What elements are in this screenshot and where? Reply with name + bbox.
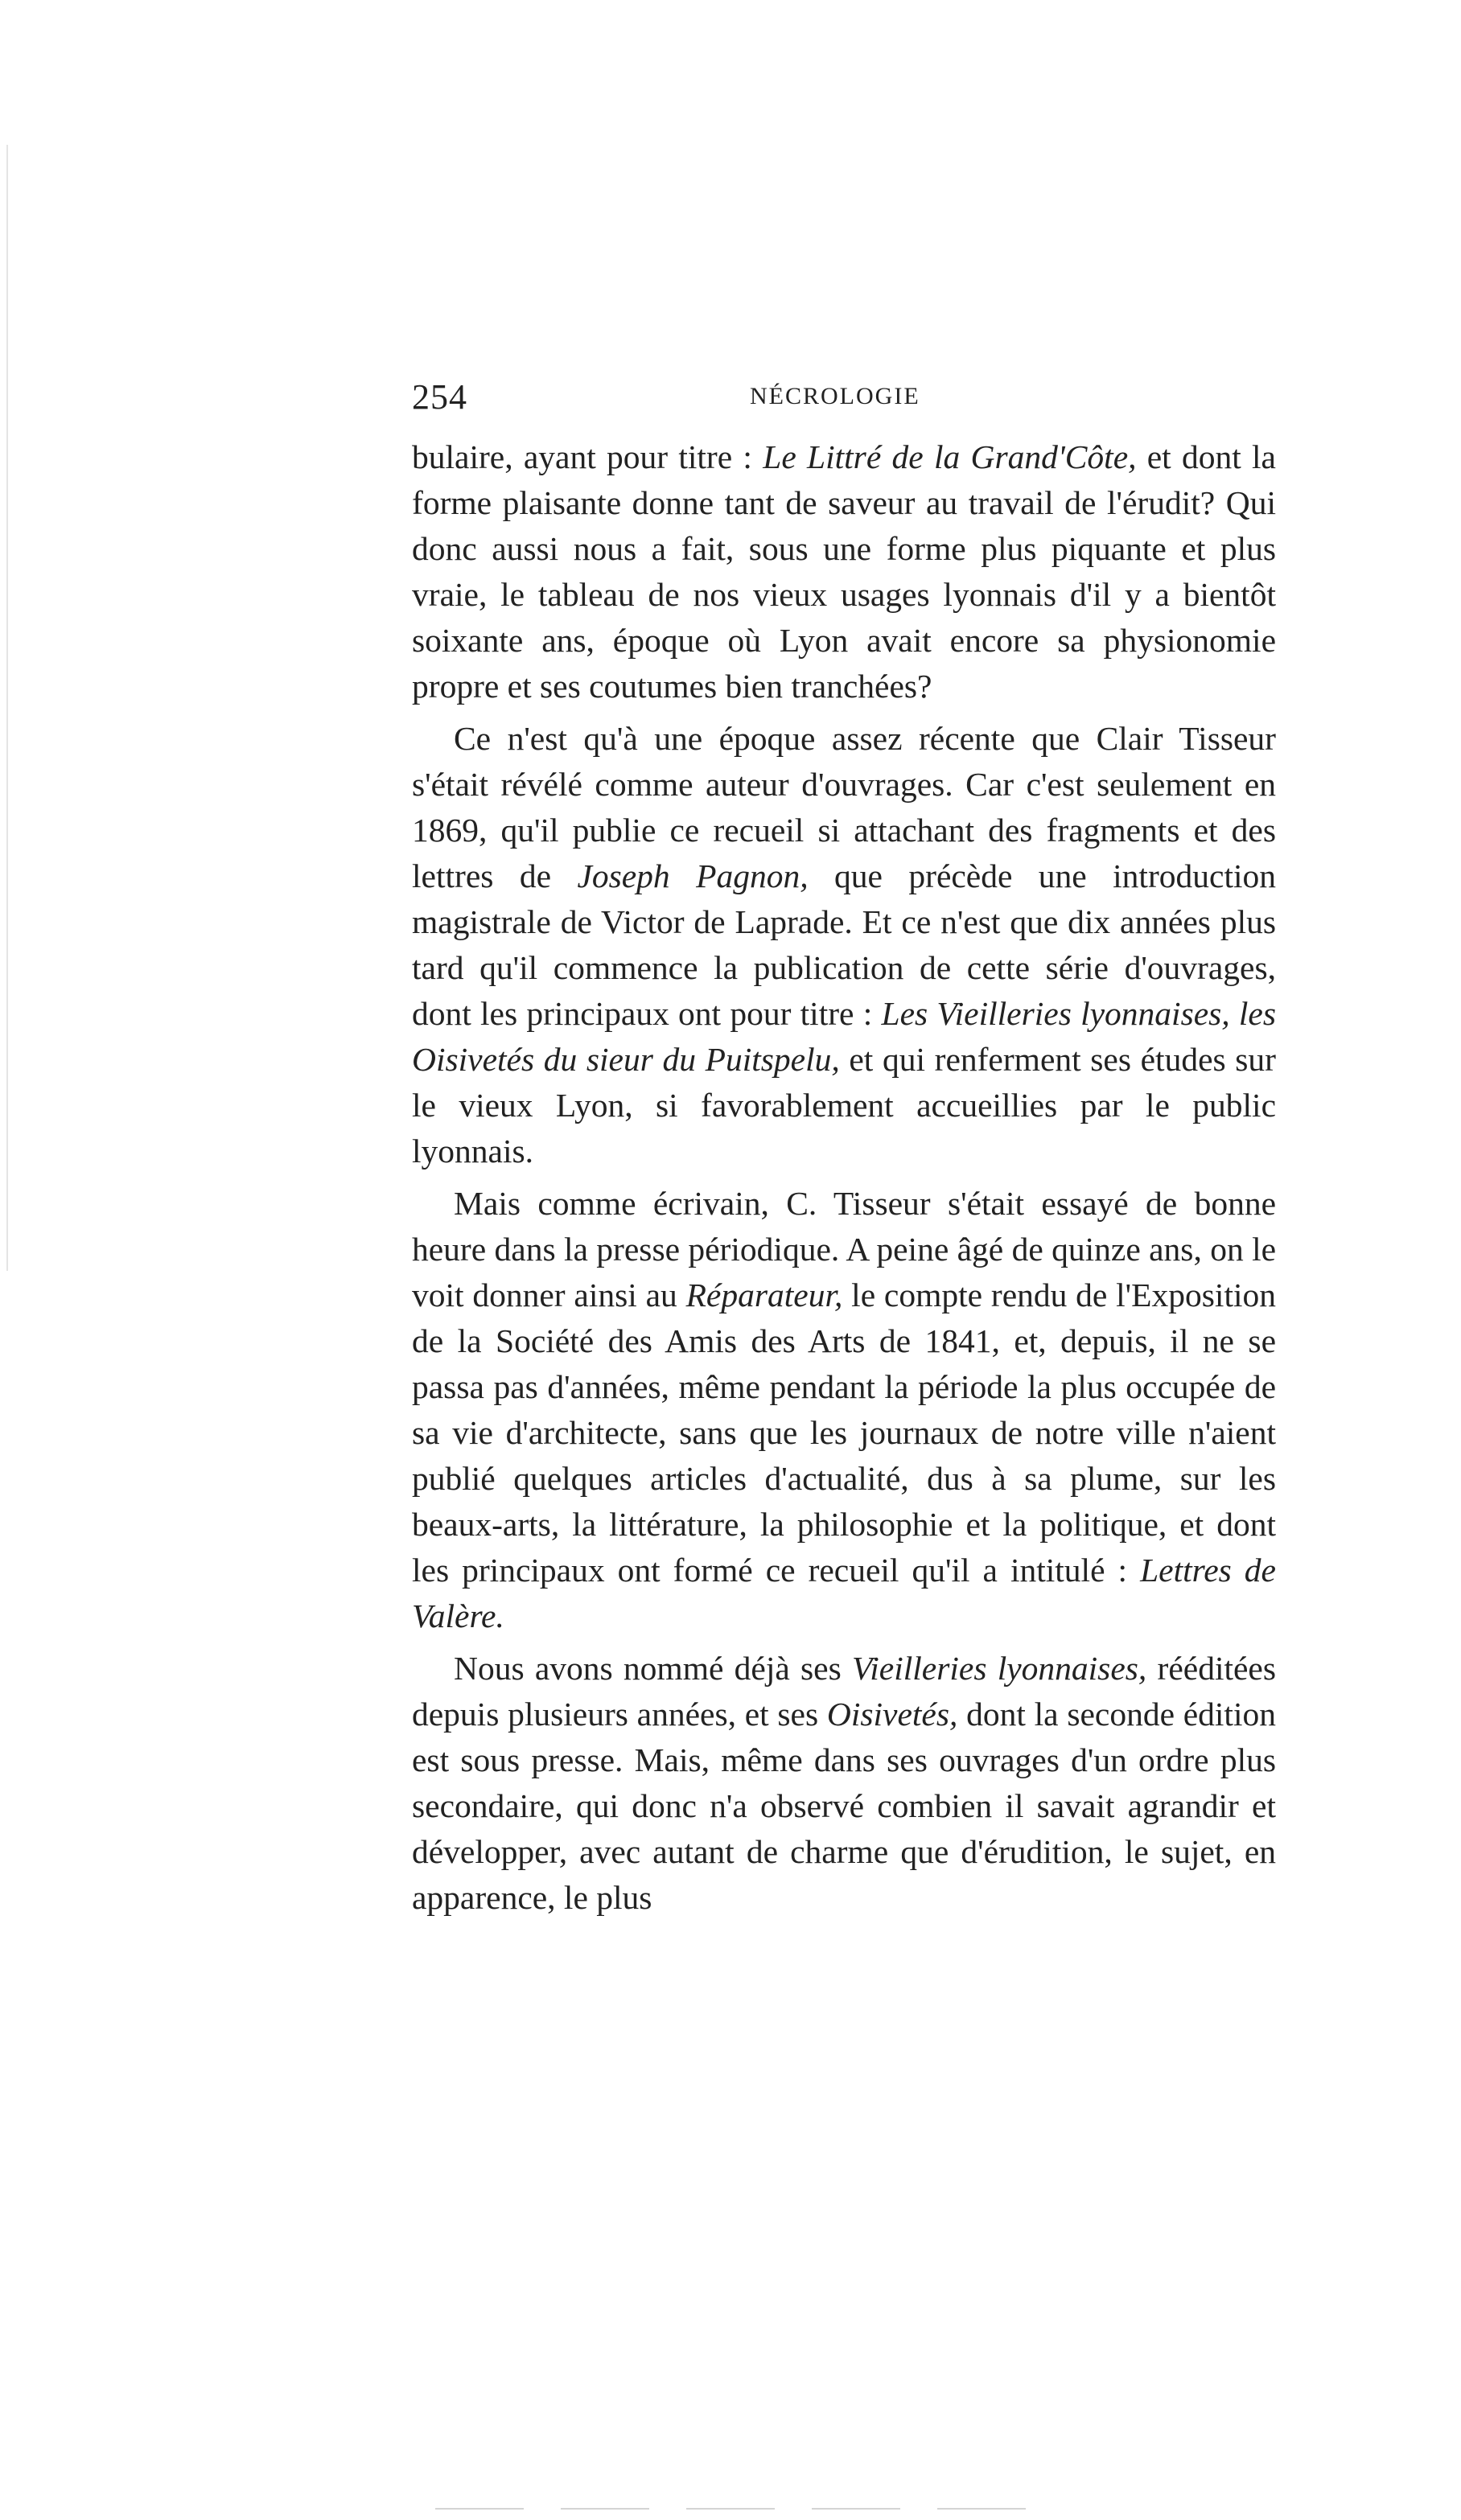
edge-mark (435, 2508, 524, 2510)
running-head: NÉCROLOGIE (750, 383, 920, 409)
italic-title: Lettres de Valère. (412, 1552, 1276, 1634)
italic-title: Joseph Pagnon, (577, 857, 809, 894)
text-segment: Mais comme écrivain, C. Tisseur s'était essayé de bonne heure dans la presse périodique. A peine âgé de quinze ans, on le voit donner ainsi au (412, 1185, 1277, 1313)
page-number: 254 (412, 377, 467, 417)
italic-title: Réparateur, (685, 1276, 843, 1313)
body-text (412, 434, 1276, 1921)
italic-title: Le Littré de la Grand'Côte, (763, 438, 1137, 475)
text-segment: Ce n'est qu'à une époque assez récente que Clair Tisseur s'était révélé comme auteur d'ouvrages. Car c'est seulement en 1869, qu'il publie ce recueil si attachant des fragments et des lettres de (412, 720, 1276, 894)
italic-title: Vieilleries lyonnaises, (851, 1650, 1147, 1687)
italic-title: Les Vieilleries lyonnaises, les Oisivetés du sieur du Puitspelu, (412, 995, 1277, 1078)
text-segment: et qui renferment ses études sur le vieux Lyon, si favorablement accueillies par le public lyonnais. (412, 1041, 1276, 1170)
edge-mark (686, 2508, 775, 2510)
paragraph (412, 1181, 1276, 1639)
edge-mark (937, 2508, 1026, 2510)
page-header (412, 376, 1276, 425)
text-segment: rééditées depuis plusieurs années, et ses (412, 1650, 1276, 1733)
paragraph (412, 716, 1276, 1174)
scan-edge-marks (0, 2508, 1461, 2510)
binding-edge-line (6, 145, 8, 1271)
paragraph (412, 434, 1276, 709)
text-segment: le compte rendu de l'Exposition de la Société des Amis des Arts de 1841, et, depuis, il ne se passa pas d'années, même pendant la période la plus occupée de sa vie d'architecte, sans que les journaux de notre ville n'aient publié quelques articles d'actualité, dus à sa plume, sur les beaux-arts, la littérature, la philosophie et la politique, et dont les principaux ont formé ce recueil qu'il a intitulé : (412, 1276, 1276, 1589)
text-segment: bulaire, ayant pour titre : (412, 438, 763, 475)
italic-title: Oisivetés, (826, 1696, 958, 1733)
text-segment: que précède une introduction magistrale de Victor de Laprade. Et ce n'est que dix années plus tard qu'il commence la publication de cette série d'ouvrages, dont les principaux ont pour titre : (412, 857, 1277, 1032)
paragraph (412, 1646, 1276, 1921)
text-segment: dont la seconde édition est sous presse. Mais, même dans ses ouvrages d'un ordre plus secondaire, qui donc n'a observé combien il savait agrandir et développer, avec autant de charme que d'érudition, le sujet, en apparence, le plus (412, 1696, 1276, 1916)
edge-mark (561, 2508, 649, 2510)
text-segment: Nous avons nommé déjà ses (454, 1650, 852, 1687)
text-segment: et dont la forme plaisante donne tant de saveur au travail de l'érudit? Qui donc aussi nous a fait, sous une forme plus piquante et plus vraie, le tableau de nos vieux usages lyonnais d'il y a bientôt soixante ans, époque où Lyon avait encore sa physionomie propre et ses coutumes bien tranchées? (412, 438, 1276, 705)
edge-mark (812, 2508, 900, 2510)
